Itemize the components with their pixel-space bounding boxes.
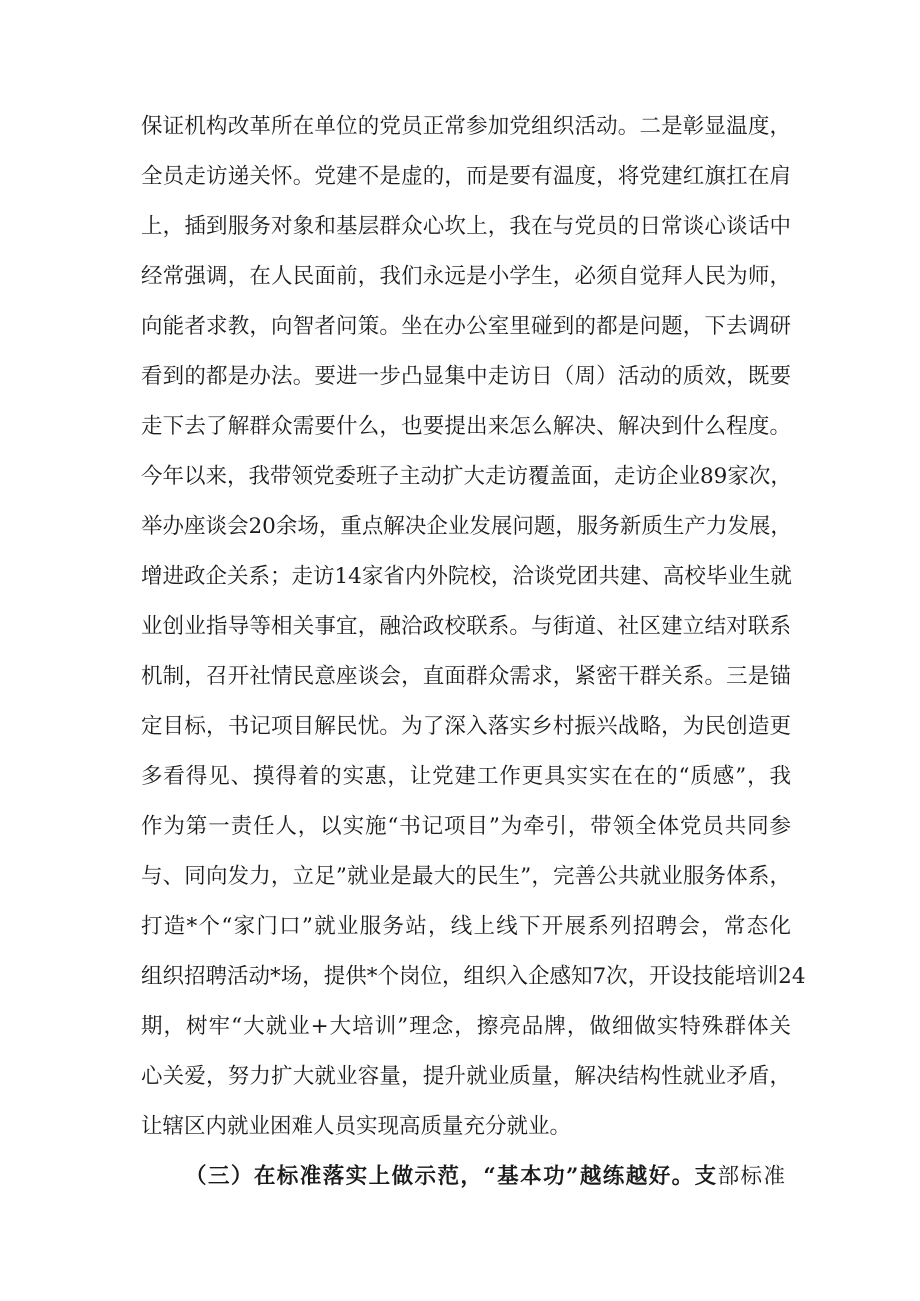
paragraph-line: 全员走访递关怀。党建不是虚的，而是要有温度，将党建红旗扛在肩 bbox=[141, 164, 791, 189]
paragraph-line: 机制，召开社情民意座谈会，直面群众需求，紧密干群关系。三是锚 bbox=[141, 664, 791, 689]
paragraph-line: 上，插到服务对象和基层群众心坎上，我在与党员的日常谈心谈话中 bbox=[141, 214, 791, 239]
paragraph-line: 定目标，书记项目解民忧。为了深入落实乡村振兴战略，为民创造更 bbox=[141, 714, 791, 739]
paragraph-line: 作为第一责任人，以实施“书记项目”为牵引，带领全体党员共同参 bbox=[141, 814, 791, 839]
paragraph-line: 今年以来，我带领党委班子主动扩大走访覆盖面，走访企业89家次， bbox=[141, 464, 792, 489]
paragraph-line: 经常强调，在人民面前，我们永远是小学生，必须自觉拜人民为师， bbox=[141, 264, 791, 289]
paragraph-line: 多看得见、摸得着的实惠，让党建工作更具实实在在的“质感”，我 bbox=[141, 764, 791, 789]
paragraph-line: 看到的都是办法。要进一步凸显集中走访日（周）活动的质效，既要 bbox=[141, 364, 791, 389]
paragraph-line: 走下去了解群众需要什么，也要提出来怎么解决、解决到什么程度。 bbox=[141, 414, 791, 439]
section-heading bbox=[185, 1163, 785, 1191]
paragraph-line: 期，树牢“大就业+大培训”理念，擦亮品牌，做细做实特殊群体关 bbox=[141, 1014, 791, 1039]
paragraph-line: 向能者求教，向智者问策。坐在办公室里碰到的都是问题，下去调研 bbox=[141, 314, 791, 339]
paragraph-line: 让辖区内就业困难人员实现高质量充分就业。 bbox=[141, 1114, 572, 1139]
paragraph-line: 业创业指导等相关事宜，融洽政校联系。与街道、社区建立结对联系 bbox=[141, 614, 791, 639]
paragraph-line: 与、同向发力，立足”就业是最大的民生”，完善公共就业服务体系， bbox=[141, 864, 791, 889]
paragraph-line: 保证机构改革所在单位的党员正常参加党组织活动。二是彰显温度， bbox=[141, 114, 791, 139]
paragraph-line: 打造*个“家门口”就业服务站，线上线下开展系列招聘会，常态化 bbox=[141, 914, 791, 939]
paragraph-line: 组织招聘活动*场，提供*个岗位，组织入企感知7次，开设技能培训24 bbox=[141, 964, 806, 989]
section-heading-continuation: 部标准 bbox=[717, 1164, 785, 1189]
paragraph-line: 增进政企关系；走访14家省内外院校，洽谈党团共建、高校毕业生就 bbox=[141, 564, 792, 589]
section-heading-bold: （三）在标准落实上做示范，“基本功”越练越好。支 bbox=[185, 1164, 718, 1189]
paragraph-line: 举办座谈会20余场，重点解决企业发展问题，服务新质生产力发展， bbox=[141, 514, 792, 539]
paragraph-line: 心关爱，努力扩大就业容量，提升就业质量，解决结构性就业矛盾， bbox=[141, 1064, 791, 1089]
